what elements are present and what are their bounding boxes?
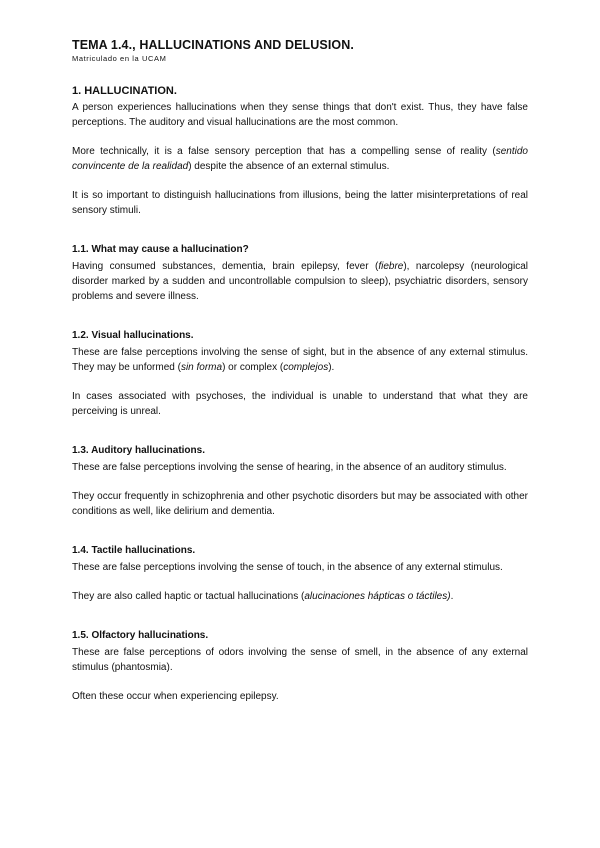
- section-olfactory: [72, 629, 528, 704]
- section-paragraph: They are also called haptic or tactual hallucinations (alucinaciones hápticas o táctiles).: [72, 591, 454, 602]
- intro-paragraph-3: It is so important to distinguish hallucinations from illusions, being the latter misinterpretations of real sensory stimuli.: [72, 190, 528, 216]
- intro-paragraph-1: A person experiences hallucinations when they sense things that don't exist. Thus, they have false perceptions. The auditory and visual hallucinations are the most common.: [72, 102, 528, 128]
- document-title: TEMA 1.4., HALLUCINATIONS AND DELUSION.: [72, 38, 354, 52]
- section-paragraph: Having consumed substances, dementia, brain epilepsy, fever (fiebre), narcolepsy (neurological disorder marked by a sudden and uncontrollable compulsion to sleep), psychiatric disorders, sensory problems and severe illness.: [72, 261, 528, 302]
- section-heading: 1.3. Auditory hallucinations.: [72, 445, 205, 456]
- section-auditory: [72, 444, 528, 519]
- section-paragraph: These are false perceptions involving the sense of touch, in the absence of any external stimulus.: [72, 562, 503, 573]
- section-heading: 1.5. Olfactory hallucinations.: [72, 630, 209, 641]
- section-paragraph: These are false perceptions involving the sense of sight, but in the absence of any external stimulus. They may be unformed (sin forma) or complex (complejos).: [72, 347, 528, 373]
- section-heading: 1.2. Visual hallucinations.: [72, 330, 194, 341]
- section-paragraph: In cases associated with psychoses, the individual is unable to understand that what they are perceiving is unreal.: [72, 391, 528, 417]
- section-paragraph: These are false perceptions involving the sense of hearing, in the absence of an auditory stimulus.: [72, 462, 507, 473]
- italic-term: alucinaciones hápticas o táctiles): [304, 591, 451, 602]
- section-heading: 1.1. What may cause a hallucination?: [72, 244, 249, 255]
- section-paragraph: These are false perceptions of odors involving the sense of smell, in the absence of any external stimulus (phantosmia).: [72, 647, 528, 673]
- section-tactile: [72, 544, 528, 604]
- section-paragraph: Often these occur when experiencing epilepsy.: [72, 691, 279, 702]
- italic-term: sin forma: [180, 362, 223, 373]
- section-visual: [72, 329, 528, 419]
- section-heading: 1.4. Tactile hallucinations.: [72, 545, 196, 556]
- main-heading: 1. HALLUCINATION.: [72, 85, 177, 97]
- document-subtitle: Matriculado en la UCAM: [72, 54, 167, 63]
- document-page: [72, 38, 528, 704]
- italic-term: sentido convincente de la realidad: [72, 146, 528, 172]
- italic-term: complejos: [283, 362, 329, 373]
- italic-term: fiebre: [378, 261, 404, 272]
- intro-paragraph-2: More technically, it is a false sensory perception that has a compelling sense of reality (sentido convincente de la realidad) despite the absence of an external stimulus.: [72, 146, 528, 172]
- section-paragraph: They occur frequently in schizophrenia and other psychotic disorders but may be associated with other conditions as well, like delirium and dementia.: [72, 491, 528, 517]
- section-causes: [72, 243, 528, 304]
